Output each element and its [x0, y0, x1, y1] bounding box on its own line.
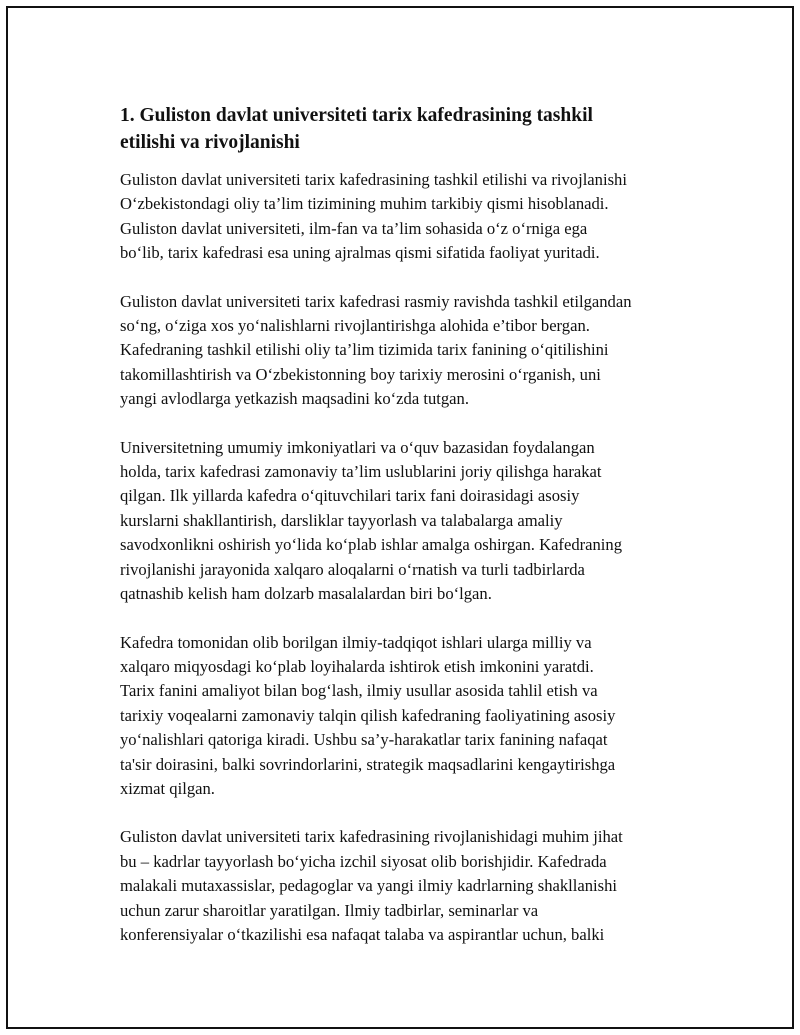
- text-line: rivojlanishi jarayonida xalqaro aloqalarni o‘rnatish va turli tadbirlarda: [120, 559, 585, 579]
- text-line: malakali mutaxassislar, pedagoglar va yangi ilmiy kadrlarning shakllanishi: [120, 876, 618, 896]
- text-line: qilgan. Ilk yillarda kafedra o‘qituvchilari tarix fani doirasidagi asosiy: [120, 486, 580, 506]
- paragraph-3: [120, 436, 710, 607]
- text-line: uchun zarur sharoitlar yaratilgan. Ilmiy tadbirlar, seminarlar va: [120, 900, 539, 920]
- text-line: O‘zbekistondagi oliy ta’lim tizimining muhim tarkibiy qismi hisoblanadi.: [120, 194, 609, 214]
- text-line: savodxonlikni oshirish yo‘lida ko‘plab ishlar amalga oshirgan. Kafedraning: [120, 535, 623, 555]
- paragraph-2: [120, 290, 710, 412]
- text-line: Universitetning umumiy imkoniyatlari va o‘quv bazasidan foydalangan: [120, 437, 595, 457]
- paragraph-1: [120, 168, 710, 266]
- document-body: [120, 102, 710, 971]
- text-line: Guliston davlat universiteti tarix kafedrasining tashkil etilishi va rivojlanishi: [120, 170, 627, 189]
- text-line: Tarix fanini amaliyot bilan bog‘lash, ilmiy usullar asosida tahlil etish va: [120, 681, 598, 701]
- text-line: kurslarni shakllantirish, darsliklar tayyorlash va talabalarga amaliy: [120, 510, 563, 530]
- text-line: konferensiyalar o‘tkazilishi esa nafaqat talaba va aspirantlar uchun, balki: [120, 924, 605, 944]
- text-line: xalqaro miqyosdagi ko‘plab loyihalarda ishtirok etish imkonini yaratdi.: [120, 656, 594, 676]
- text-line: so‘ng, o‘ziga xos yo‘nalishlarni rivojlantirishga alohida e’tibor bergan.: [120, 316, 590, 336]
- text-line: Guliston davlat universiteti tarix kafedrasi rasmiy ravishda tashkil etilgandan: [120, 291, 632, 311]
- text-line: tarixiy voqealarni zamonaviy talqin qilish kafedraning faoliyatining asosiy: [120, 705, 616, 725]
- text-line: yo‘nalishlari qatoriga kiradi. Ushbu sa’y-harakatlar tarix fanining nafaqat: [120, 730, 608, 750]
- page-frame: [6, 6, 794, 1029]
- text-line: Guliston davlat universiteti tarix kafedrasining rivojlanishidagi muhim jihat: [120, 827, 623, 847]
- text-line: bu – kadrlar tayyorlash bo‘yicha izchil siyosat olib borishjidir. Kafedrada: [120, 851, 607, 871]
- paragraph-4: [120, 631, 710, 802]
- heading-line: etilishi va rivojlanishi: [120, 132, 300, 153]
- section-heading: [120, 102, 710, 156]
- heading-line: 1. Guliston davlat universiteti tarix kafedrasining tashkil: [120, 105, 593, 126]
- text-line: takomillashtirish va O‘zbekistonning boy tarixiy merosini o‘rganish, uni: [120, 364, 601, 384]
- text-line: Kafedra tomonidan olib borilgan ilmiy-tadqiqot ishlari ularga milliy va: [120, 632, 592, 652]
- text-line: yangi avlodlarga yetkazish maqsadini ko‘zda tutgan.: [120, 389, 469, 409]
- text-line: Guliston davlat universiteti, ilm-fan va ta’lim sohasida o‘z o‘rniga ega: [120, 218, 588, 238]
- text-line: qatnashib kelish ham dolzarb masalalardan biri bo‘lgan.: [120, 584, 492, 604]
- text-line: ta'sir doirasini, balki sovrindorlarini, strategik maqsadlarini kengaytirishga: [120, 754, 616, 774]
- text-line: bo‘lib, tarix kafedrasi esa uning ajralmas qismi sifatida faoliyat yuritadi.: [120, 243, 600, 263]
- paragraph-5: [120, 825, 710, 947]
- text-line: xizmat qilgan.: [120, 778, 215, 798]
- text-line: Kafedraning tashkil etilishi oliy ta’lim tizimida tarix fanining o‘qitilishini: [120, 340, 609, 360]
- text-line: holda, tarix kafedrasi zamonaviy ta’lim uslublarini joriy qilishga harakat: [120, 462, 602, 482]
